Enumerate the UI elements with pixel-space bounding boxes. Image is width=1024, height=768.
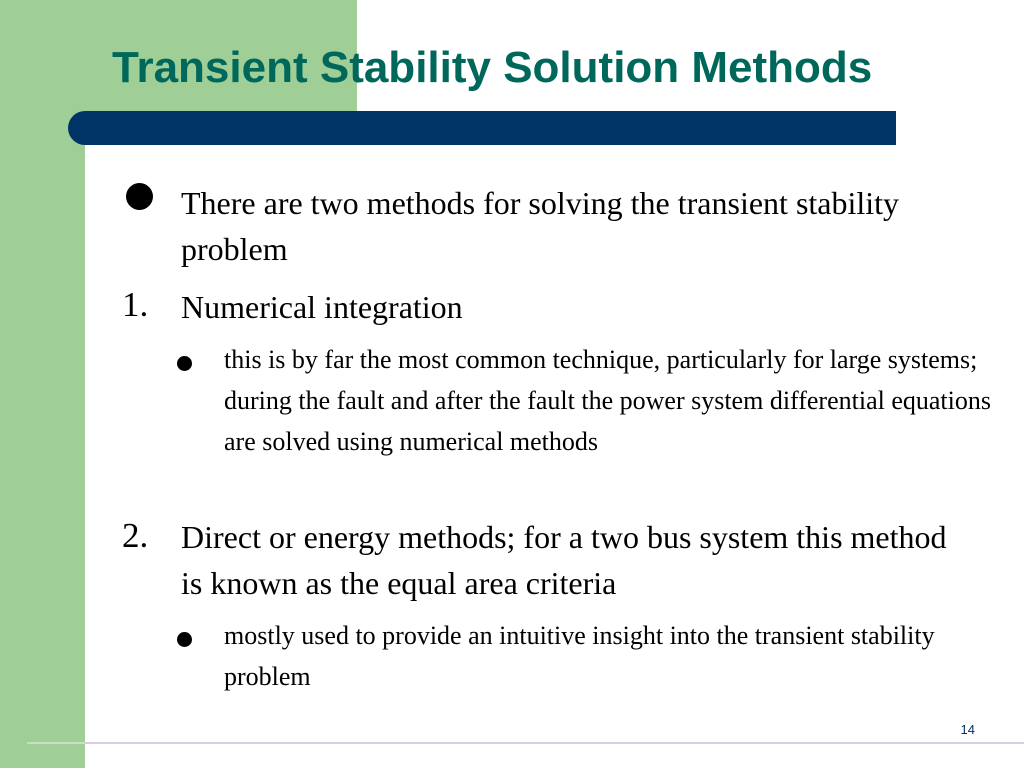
footer-rule-accent [27, 742, 85, 744]
method-1-text: Numerical integration [181, 289, 463, 325]
page-number: 14 [960, 722, 975, 737]
slide-title: Transient Stability Solution Methods [112, 43, 873, 92]
bullet-dot-icon [126, 183, 153, 210]
method-1-subtext: this is by far the most common technique, particularly for large systems; during the fault and after the fault the power system differential equations are solved using numerical methods [224, 345, 991, 456]
bullet-dot-icon [177, 632, 192, 647]
method-1-number: 1. [122, 285, 149, 324]
footer-rule [27, 742, 1024, 744]
intro-text: There are two methods for solving the transient stability problem [181, 185, 900, 267]
method-2-subtext: mostly used to provide an intuitive insight into the transient stability problem [224, 621, 935, 691]
method-2-number: 2. [122, 516, 149, 555]
bullet-dot-icon [177, 356, 192, 371]
method-2-text: Direct or energy methods; for a two bus system this method is known as the equal area criteria [181, 519, 947, 601]
